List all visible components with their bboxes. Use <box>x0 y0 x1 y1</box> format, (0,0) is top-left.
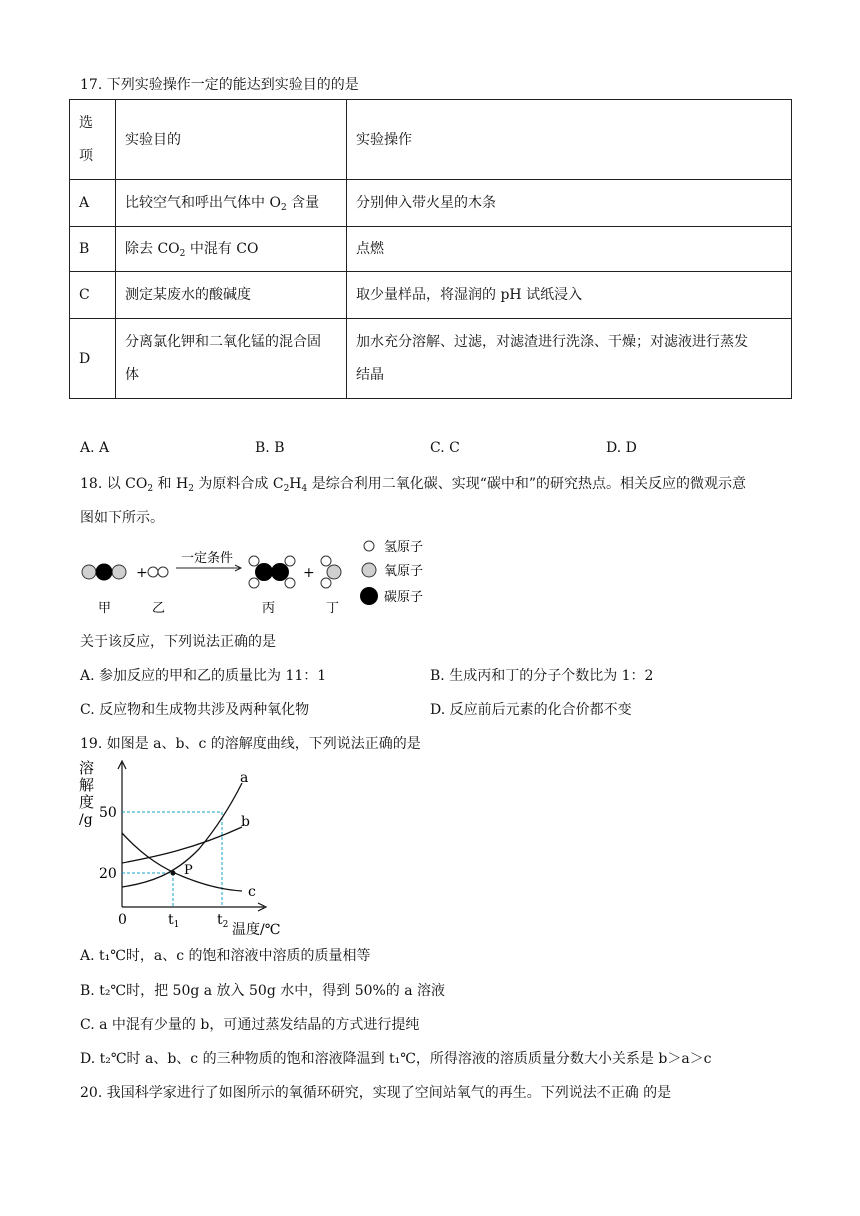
q18-stem-part: 是综合利用二氧化碳、实现“碳中和”的研究热点。相关反应的微观示意 <box>307 476 747 492</box>
row-b-purpose-sub: 2 <box>179 249 186 259</box>
ylabel-char: 解 <box>79 776 95 794</box>
row-d-purpose-line1: 分离氯化钾和二氧化锰的混合固 <box>125 333 321 350</box>
row-c-option: C <box>70 272 116 319</box>
row-d-purpose <box>116 319 347 399</box>
q17-choice-d[interactable]: D. D <box>606 440 637 456</box>
q18-stem-sub: 2 <box>188 484 194 494</box>
legend-oxygen: 氧原子 <box>384 564 424 579</box>
ytick-20: 20 <box>99 866 117 882</box>
curve-label-c: c <box>248 884 256 900</box>
q17-stem: 17. 下列实验操作一定的能达到实验目的的是 <box>80 77 359 93</box>
header-option-line2: 项 <box>79 147 93 164</box>
header-option-line1: 选 <box>79 114 93 131</box>
q19-choice-a[interactable]: A. t₁℃时，a、c 的饱和溶液中溶质的质量相等 <box>80 948 371 964</box>
q17-choice-c[interactable]: C. C <box>430 440 460 456</box>
table-header-row <box>70 100 792 180</box>
curve-b <box>122 827 242 863</box>
plus-sign: + <box>303 565 315 581</box>
row-b-option: B <box>70 227 116 272</box>
legend-carbon: 碳原子 <box>384 590 424 605</box>
q18-stem-line2: 图如下所示。 <box>80 510 164 526</box>
intersection-point-p <box>171 871 176 876</box>
molecule-bing <box>249 556 295 588</box>
plus-sign: + <box>136 565 148 581</box>
row-d-operation-line2: 结晶 <box>356 366 384 383</box>
q18-question: 关于该反应，下列说法正确的是 <box>80 634 276 650</box>
curve-c <box>122 833 242 891</box>
solubility-graph <box>74 757 304 939</box>
point-label-p: P <box>184 863 193 878</box>
header-purpose: 实验目的 <box>116 100 347 180</box>
row-b-operation: 点燃 <box>347 227 792 272</box>
table-row <box>70 319 792 399</box>
xtick-t2: $t_2$ <box>217 912 229 930</box>
row-d-option: D <box>70 319 116 399</box>
row-d-operation <box>347 319 792 399</box>
q18-stem-sub: 4 <box>301 484 308 494</box>
q18-choice-d[interactable]: D. 反应前后元素的化合价都不变 <box>430 702 632 718</box>
q20-stem: 20. 我国科学家进行了如图所示的氧循环研究，实现了空间站氧气的再生。下列说法不正确 的是 <box>80 1085 672 1101</box>
row-a-purpose-post: 含量 <box>286 195 320 211</box>
row-b-purpose-post: 中混有 CO <box>185 241 259 257</box>
xtick-origin: 0 <box>118 912 127 928</box>
row-d-purpose-line2: 体 <box>125 366 139 383</box>
row-a-purpose <box>116 180 347 227</box>
curve-label-b: b <box>241 814 250 830</box>
q18-stem-part: 和 H <box>153 476 189 492</box>
q17-choice-b[interactable]: B. B <box>255 440 285 456</box>
ytick-50: 50 <box>99 805 117 821</box>
header-option <box>70 100 116 180</box>
row-a-purpose-sub: 2 <box>280 203 287 213</box>
legend-hydrogen: 氢原子 <box>384 540 424 555</box>
label-jia: 甲 <box>98 601 112 616</box>
curve-label-a: a <box>240 770 249 786</box>
legend-carbon-icon <box>360 587 378 605</box>
table-row <box>70 180 792 227</box>
label-bing: 丙 <box>262 601 276 616</box>
q17-choice-a[interactable]: A. A <box>80 440 110 456</box>
xtick-t1: $t_1$ <box>168 912 180 930</box>
row-a-purpose-text: 比较空气和呼出气体中 O <box>125 195 281 211</box>
table-row <box>70 227 792 272</box>
row-b-purpose-text: 除去 CO <box>125 241 180 257</box>
row-c-purpose: 测定某废水的酸碱度 <box>116 272 347 319</box>
xlabel: 温度/℃ <box>232 922 281 938</box>
q18-stem <box>80 473 746 493</box>
row-c-operation: 取少量样品，将湿润的 pH 试纸浸入 <box>347 272 792 319</box>
header-operation: 实验操作 <box>347 100 792 180</box>
ylabel-char: 溶 <box>79 759 95 777</box>
q18-stem-part: 18. 以 CO <box>80 476 148 492</box>
q17-table <box>69 99 792 399</box>
q19-choice-b[interactable]: B. t₂℃时，把 50g a 放入 50g 水中，得到 50%的 a 溶液 <box>80 983 446 999</box>
q18-stem-part: H <box>289 476 302 492</box>
q18-choice-b[interactable]: B. 生成丙和丁的分子个数比为 1：2 <box>430 668 654 684</box>
molecule-jia <box>82 564 126 581</box>
reaction-diagram <box>78 538 458 620</box>
row-b-purpose <box>116 227 347 272</box>
row-a-operation: 分别伸入带火星的木条 <box>347 180 792 227</box>
row-a-option: A <box>70 180 116 227</box>
q18-stem-sub: 2 <box>147 484 154 494</box>
label-yi: 乙 <box>152 601 166 616</box>
q19-stem: 19. 如图是 a、b、c 的溶解度曲线，下列说法正确的是 <box>80 736 421 752</box>
q19-choice-d[interactable]: D. t₂℃时 a、b、c 的三种物质的饱和溶液降温到 t₁℃，所得溶液的溶质质量分数大小关系是 b＞a＞c <box>80 1051 712 1067</box>
legend-oxygen-icon <box>362 563 376 577</box>
q18-choice-c[interactable]: C. 反应物和生成物共涉及两种氧化物 <box>80 702 310 718</box>
q19-choice-c[interactable]: C. a 中混有少量的 b，可通过蒸发结晶的方式进行提纯 <box>80 1017 420 1033</box>
legend-hydrogen-icon <box>364 541 374 551</box>
row-d-operation-line1: 加水充分溶解、过滤，对滤渣进行洗涤、干燥；对滤液进行蒸发 <box>356 333 748 350</box>
molecule-ding <box>321 556 341 588</box>
q18-stem-part: 为原料合成 C <box>193 476 284 492</box>
reaction-condition: 一定条件 <box>181 551 234 566</box>
ylabel-char: /g <box>79 812 93 828</box>
q18-stem-sub: 2 <box>283 484 290 494</box>
ylabel-char: 度 <box>79 793 95 811</box>
q18-choice-a[interactable]: A. 参加反应的甲和乙的质量比为 11：1 <box>80 668 327 684</box>
table-row <box>70 272 792 319</box>
molecule-yi <box>148 567 168 577</box>
label-ding: 丁 <box>326 601 340 616</box>
